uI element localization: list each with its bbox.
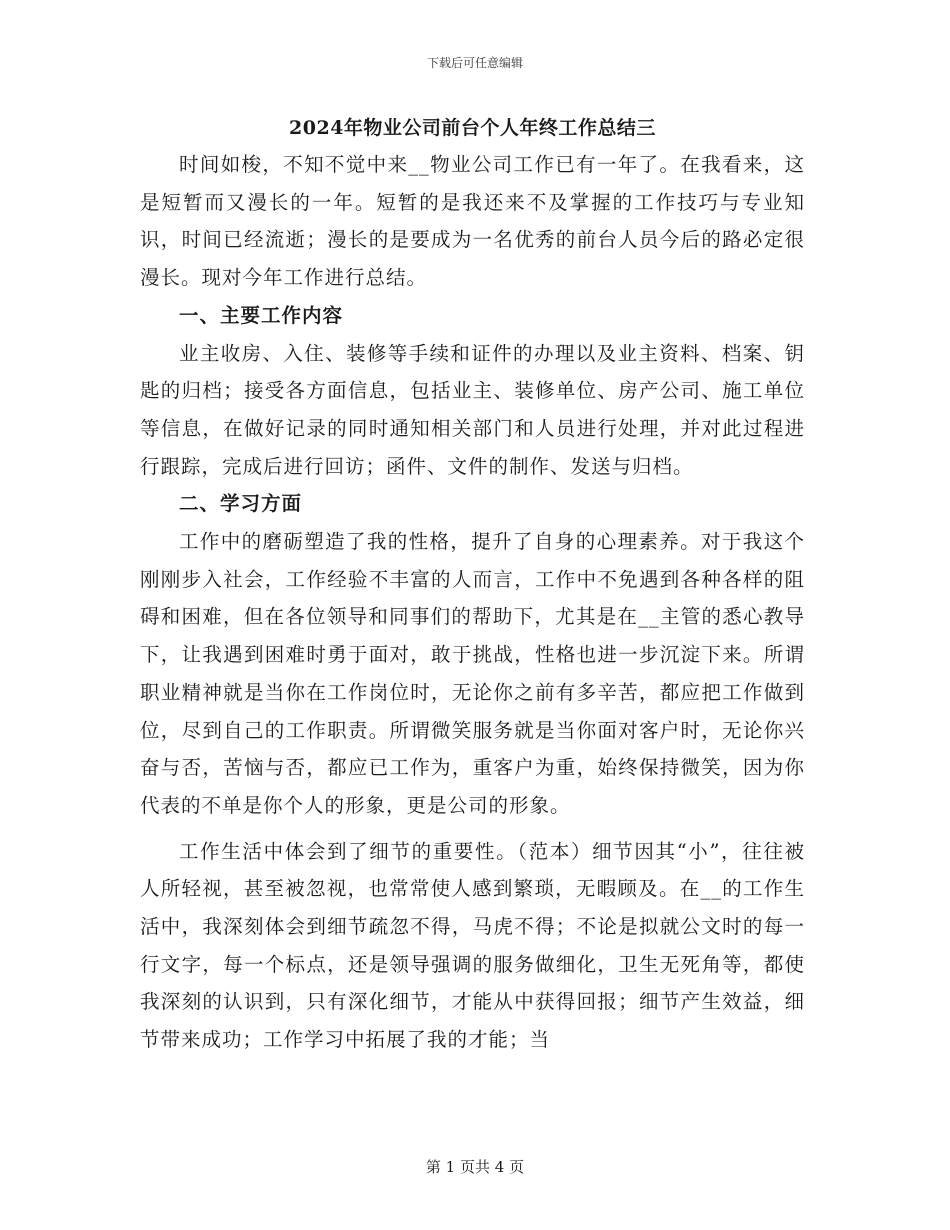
header-note: 下载后可任意编辑	[426, 56, 523, 70]
section-heading-learning: 二、学习方面	[179, 492, 303, 516]
paragraph-intro: 时间如梭，不知不觉中来__物业公司工作已有一年了。在我看来，这是短暂而又漫长的一年。短暂的是我还来不及掌握的工作技巧与专业知识，时间已经流逝；漫长的是要成为一名优秀的前台人员今后的路必定很漫长。现对今年工作进行总结。	[140, 153, 805, 290]
page-footer: 第 1 页共 4 页	[425, 1158, 525, 1176]
paragraph-main-work: 业主收房、入住、装修等手续和证件的办理以及业主资料、档案、钥匙的归档；接受各方面信息，包括业主、装修单位、房产公司、施工单位等信息，在做好记录的同时通知相关部门和人员进行处理，并对此过程进行跟踪，完成后进行回访；函件、文件的制作、发送与归档。	[140, 341, 805, 478]
document-title: 2024年物业公司前台个人年终工作总结三	[289, 117, 656, 139]
paragraph-learning-2: 工作生活中体会到了细节的重要性。（范本）细节因其“小”，往往被人所轻视，甚至被忽视，也常常使人感到繁琐，无暇顾及。在__的工作生活中，我深刻体会到细节疏忽不得，马虎不得；不论是拟就公文时的每一行文字，每一个标点，还是领导强调的服务做细化，卫生无死角等，都使我深刻的认识到，只有深化细节，才能从中获得回报；细节产生效益，细节带来成功；工作学习中拓展了我的才能；当	[140, 839, 805, 1052]
document-body	[140, 112, 805, 1059]
paragraph-learning-1: 工作中的磨砺塑造了我的性格，提升了自身的心理素养。对于我这个刚刚步入社会，工作经验不丰富的人而言，工作中不免遇到各种各样的阻碍和困难，但在各位领导和同事们的帮助下，尤其是在__主管的悉心教导下，让我遇到困难时勇于面对，敢于挑战，性格也进一步沉淀下来。所谓职业精神就是当你在工作岗位时，无论你之前有多辛苦，都应把工作做到位，尽到自己的工作职责。所谓微笑服务就是当你面对客户时，无论你兴奋与否，苦恼与否，都应已工作为，重客户为重，始终保持微笑，因为你代表的不单是你个人的形象，更是公司的形象。	[140, 530, 805, 817]
section-heading-main-work: 一、主要工作内容	[179, 303, 344, 327]
